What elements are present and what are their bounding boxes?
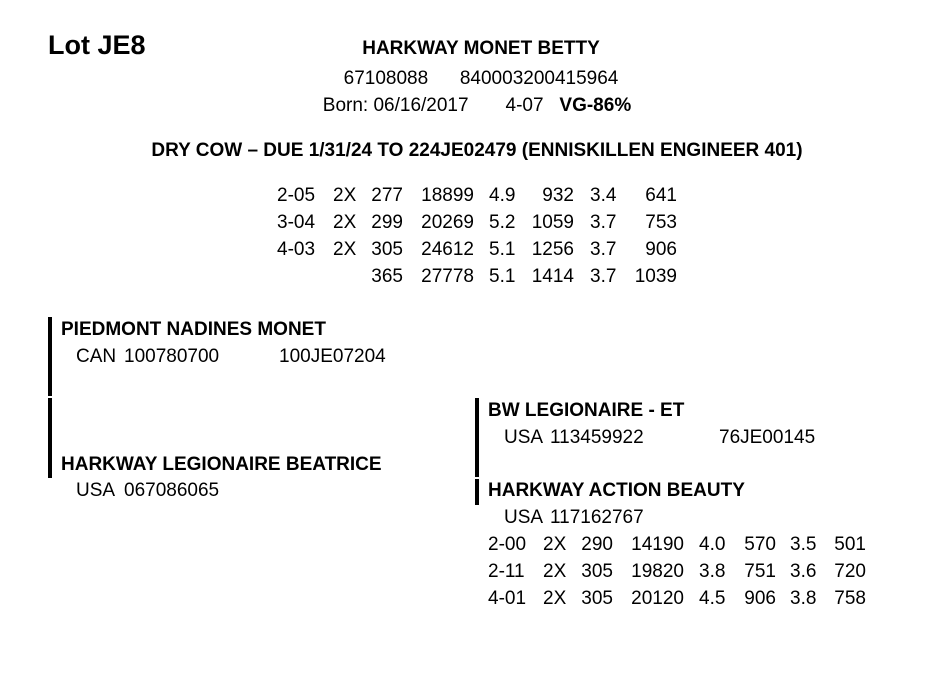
- lot-number: Lot JE8: [48, 30, 146, 60]
- record-pro: 720: [834, 561, 866, 582]
- record-row: [0, 212, 942, 236]
- record-row: [0, 588, 942, 612]
- dam-bracket: [48, 398, 52, 478]
- status-line: DRY COW – DUE 1/31/24 TO 224JE02479 (ENNISKILLEN ENGINEER 401): [151, 140, 803, 161]
- record-pro-pct: 3.6: [790, 561, 817, 582]
- record-fat: 906: [744, 588, 776, 609]
- record-fat-pct: 4.5: [699, 588, 726, 609]
- dam-country: USA: [76, 480, 116, 501]
- record-pro: 501: [834, 534, 866, 555]
- registration-line: [0, 68, 942, 90]
- record-pro: 1039: [634, 266, 677, 287]
- record-pro-pct: 3.7: [590, 212, 617, 233]
- record-days: 305: [581, 588, 613, 609]
- record-age: 2-05: [277, 185, 316, 206]
- record-row: [0, 239, 942, 263]
- record-times: 2X: [543, 588, 567, 609]
- dam-dam-name: HARKWAY ACTION BEAUTY: [488, 480, 745, 501]
- record-row: [0, 185, 942, 209]
- sire-registration: 100780700: [124, 346, 220, 367]
- record-age: 4-03: [277, 239, 316, 260]
- sire-name: PIEDMONT NADINES MONET: [61, 319, 326, 340]
- classification-score: VG-86%: [559, 95, 632, 116]
- dam-sire-bracket: [475, 398, 479, 477]
- record-milk: 24612: [421, 239, 474, 260]
- record-pro-pct: 3.7: [590, 266, 617, 287]
- record-days: 305: [581, 561, 613, 582]
- animal-name: HARKWAY MONET BETTY: [362, 38, 600, 59]
- record-age: 3-04: [277, 212, 316, 233]
- dam-dam-country: USA: [504, 507, 544, 528]
- record-fat-pct: 4.0: [699, 534, 726, 555]
- record-milk: 19820: [631, 561, 684, 582]
- record-days: 365: [371, 266, 403, 287]
- record-times: 2X: [543, 561, 567, 582]
- sire-bracket: [48, 317, 52, 396]
- record-pro-pct: 3.8: [790, 588, 817, 609]
- record-milk: 20120: [631, 588, 684, 609]
- record-days: 277: [371, 185, 403, 206]
- record-pro: 753: [645, 212, 677, 233]
- record-row: [0, 534, 942, 558]
- dam-sire-code: 76JE00145: [719, 427, 816, 448]
- record-pro-pct: 3.5: [790, 534, 817, 555]
- record-fat: 1059: [531, 212, 574, 233]
- reg-number: 67108088: [343, 68, 429, 89]
- record-age: 2-11: [488, 561, 525, 582]
- record-pro: 641: [645, 185, 677, 206]
- record-milk: 18899: [421, 185, 474, 206]
- classification-age: 4-07: [505, 95, 544, 116]
- record-times: 2X: [333, 239, 357, 260]
- dam-sire-country: USA: [504, 427, 544, 448]
- dam-name: HARKWAY LEGIONAIRE BEATRICE: [61, 454, 382, 475]
- record-fat-pct: 5.2: [489, 212, 516, 233]
- record-times: 2X: [333, 212, 357, 233]
- dam-sire-registration: 113459922: [550, 427, 644, 448]
- record-age: 2-00: [488, 534, 527, 555]
- dam-sire-name: BW LEGIONAIRE - ET: [488, 400, 685, 421]
- dam-registration: 067086065: [124, 480, 220, 501]
- record-days: 290: [581, 534, 613, 555]
- record-fat: 932: [542, 185, 574, 206]
- record-row: [0, 561, 942, 585]
- sire-code: 100JE07204: [279, 346, 386, 367]
- record-pro-pct: 3.4: [590, 185, 617, 206]
- sire-country: CAN: [76, 346, 117, 367]
- record-fat-pct: 5.1: [489, 266, 516, 287]
- tag-number: 840003200415964: [459, 68, 619, 89]
- record-fat-pct: 3.8: [699, 561, 726, 582]
- birth-date: Born: 06/16/2017: [322, 95, 469, 116]
- record-fat: 1256: [531, 239, 574, 260]
- record-fat-pct: 5.1: [489, 239, 516, 260]
- record-days: 299: [371, 212, 403, 233]
- record-pro: 758: [834, 588, 866, 609]
- record-pro: 906: [645, 239, 677, 260]
- record-milk: 14190: [631, 534, 684, 555]
- record-fat: 570: [744, 534, 776, 555]
- record-fat: 1414: [531, 266, 574, 287]
- record-times: 2X: [543, 534, 567, 555]
- record-days: 305: [371, 239, 403, 260]
- record-fat: 751: [744, 561, 776, 582]
- birth-line: [0, 95, 942, 117]
- record-milk: 27778: [421, 266, 474, 287]
- record-row: [0, 266, 942, 290]
- record-age: 4-01: [488, 588, 527, 609]
- record-fat-pct: 4.9: [489, 185, 516, 206]
- dam-dam-registration: 117162767: [550, 507, 644, 528]
- record-pro-pct: 3.7: [590, 239, 617, 260]
- dam-dam-bracket: [475, 479, 479, 505]
- record-times: 2X: [333, 185, 357, 206]
- record-milk: 20269: [421, 212, 474, 233]
